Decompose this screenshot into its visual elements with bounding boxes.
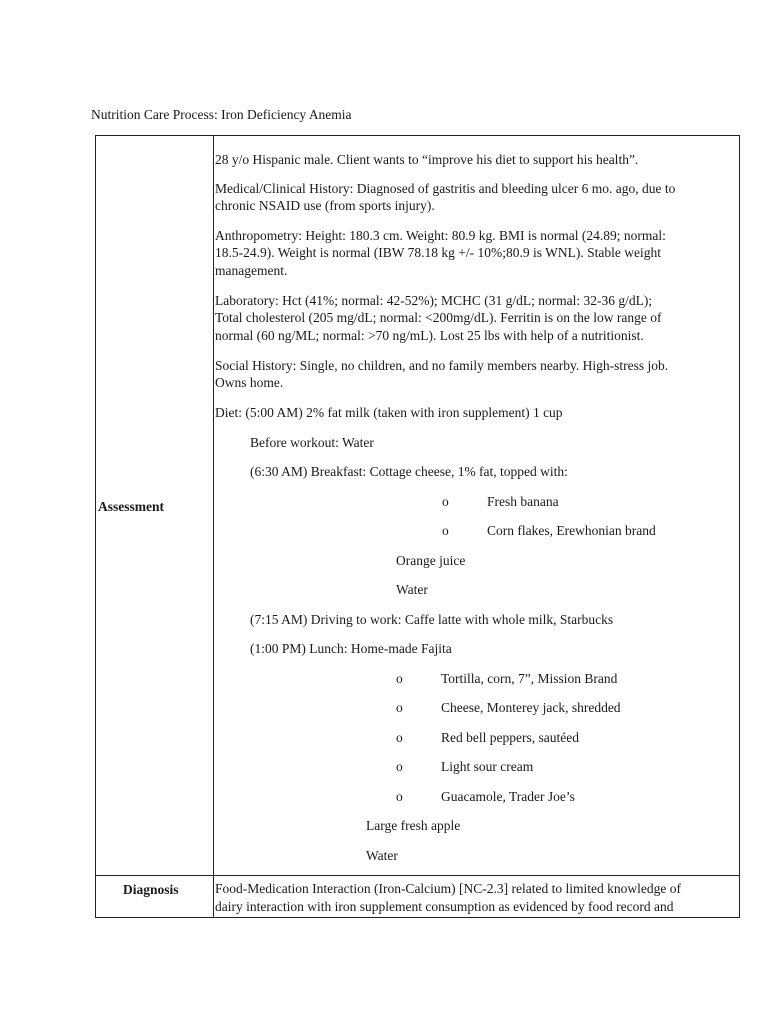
bullet-icon: o — [396, 671, 403, 686]
document-title: Nutrition Care Process: Iron Deficiency Anemia — [91, 107, 352, 122]
breakfast-extra: Orange juice — [396, 553, 466, 568]
bullet-icon: o — [396, 789, 403, 804]
lunch-line: (1:00 PM) Lunch: Home-made Fajita — [250, 641, 452, 656]
breakfast-item: Corn flakes, Erewhonian brand — [487, 523, 656, 538]
diet-line: Diet: (5:00 AM) 2% fat milk (taken with iron supplement) 1 cup — [215, 405, 563, 420]
lunch-item: Guacamole, Trader Joe’s — [441, 789, 575, 804]
breakfast-line: (6:30 AM) Breakfast: Cottage cheese, 1% fat, topped with: — [250, 464, 568, 479]
lunch-item: Red bell peppers, sautéed — [441, 730, 579, 745]
medical-history-line-2: chronic NSAID use (from sports injury). — [215, 198, 435, 213]
row-divider — [96, 875, 739, 876]
laboratory-line-1: Laboratory: Hct (41%; normal: 42-52%); MCHC (31 g/dL; normal: 32-36 g/dL); — [215, 293, 653, 308]
before-workout: Before workout: Water — [250, 435, 374, 450]
social-history-line-1: Social History: Single, no children, and no family members nearby. High-stress job. — [215, 358, 669, 373]
diagnosis-label: Diagnosis — [123, 882, 179, 897]
diagnosis-line-2: dairy interaction with iron supplement consumption as evidenced by food record and — [215, 899, 674, 914]
diagnosis-line-1: Food-Medication Interaction (Iron-Calcium) [NC-2.3] related to limited knowledge of — [215, 881, 681, 896]
column-divider — [213, 136, 214, 917]
anthropometry-line-3: management. — [215, 263, 288, 278]
anthropometry-line-1: Anthropometry: Height: 180.3 cm. Weight: 80.9 kg. BMI is normal (24.89; normal: — [215, 228, 666, 243]
lunch-extra: Large fresh apple — [366, 818, 461, 833]
lunch-extra: Water — [366, 848, 398, 863]
lunch-item: Light sour cream — [441, 759, 534, 774]
commute-line: (7:15 AM) Driving to work: Caffe latte with whole milk, Starbucks — [250, 612, 614, 627]
bullet-icon: o — [442, 494, 449, 509]
social-history-line-2: Owns home. — [215, 375, 284, 390]
client-intro: 28 y/o Hispanic male. Client wants to “improve his diet to support his health”. — [215, 152, 639, 167]
bullet-icon: o — [396, 759, 403, 774]
medical-history-line-1: Medical/Clinical History: Diagnosed of gastritis and bleeding ulcer 6 mo. ago, due to — [215, 181, 676, 196]
laboratory-line-3: normal (60 ng/ML; normal: >70 ng/mL). Lost 25 lbs with help of a nutritionist. — [215, 328, 644, 343]
laboratory-line-2: Total cholesterol (205 mg/dL; normal: <200mg/dL). Ferritin is on the low range of — [215, 310, 662, 325]
bullet-icon: o — [396, 730, 403, 745]
breakfast-extra: Water — [396, 582, 428, 597]
bullet-icon: o — [442, 523, 449, 538]
assessment-label: Assessment — [98, 499, 164, 514]
lunch-item: Cheese, Monterey jack, shredded — [441, 700, 621, 715]
care-process-table — [95, 135, 740, 918]
lunch-item: Tortilla, corn, 7”, Mission Brand — [441, 671, 618, 686]
bullet-icon: o — [396, 700, 403, 715]
breakfast-item: Fresh banana — [487, 494, 559, 509]
anthropometry-line-2: 18.5-24.9). Weight is normal (IBW 78.18 kg +/- 10%;80.9 is WNL). Stable weight — [215, 245, 661, 260]
